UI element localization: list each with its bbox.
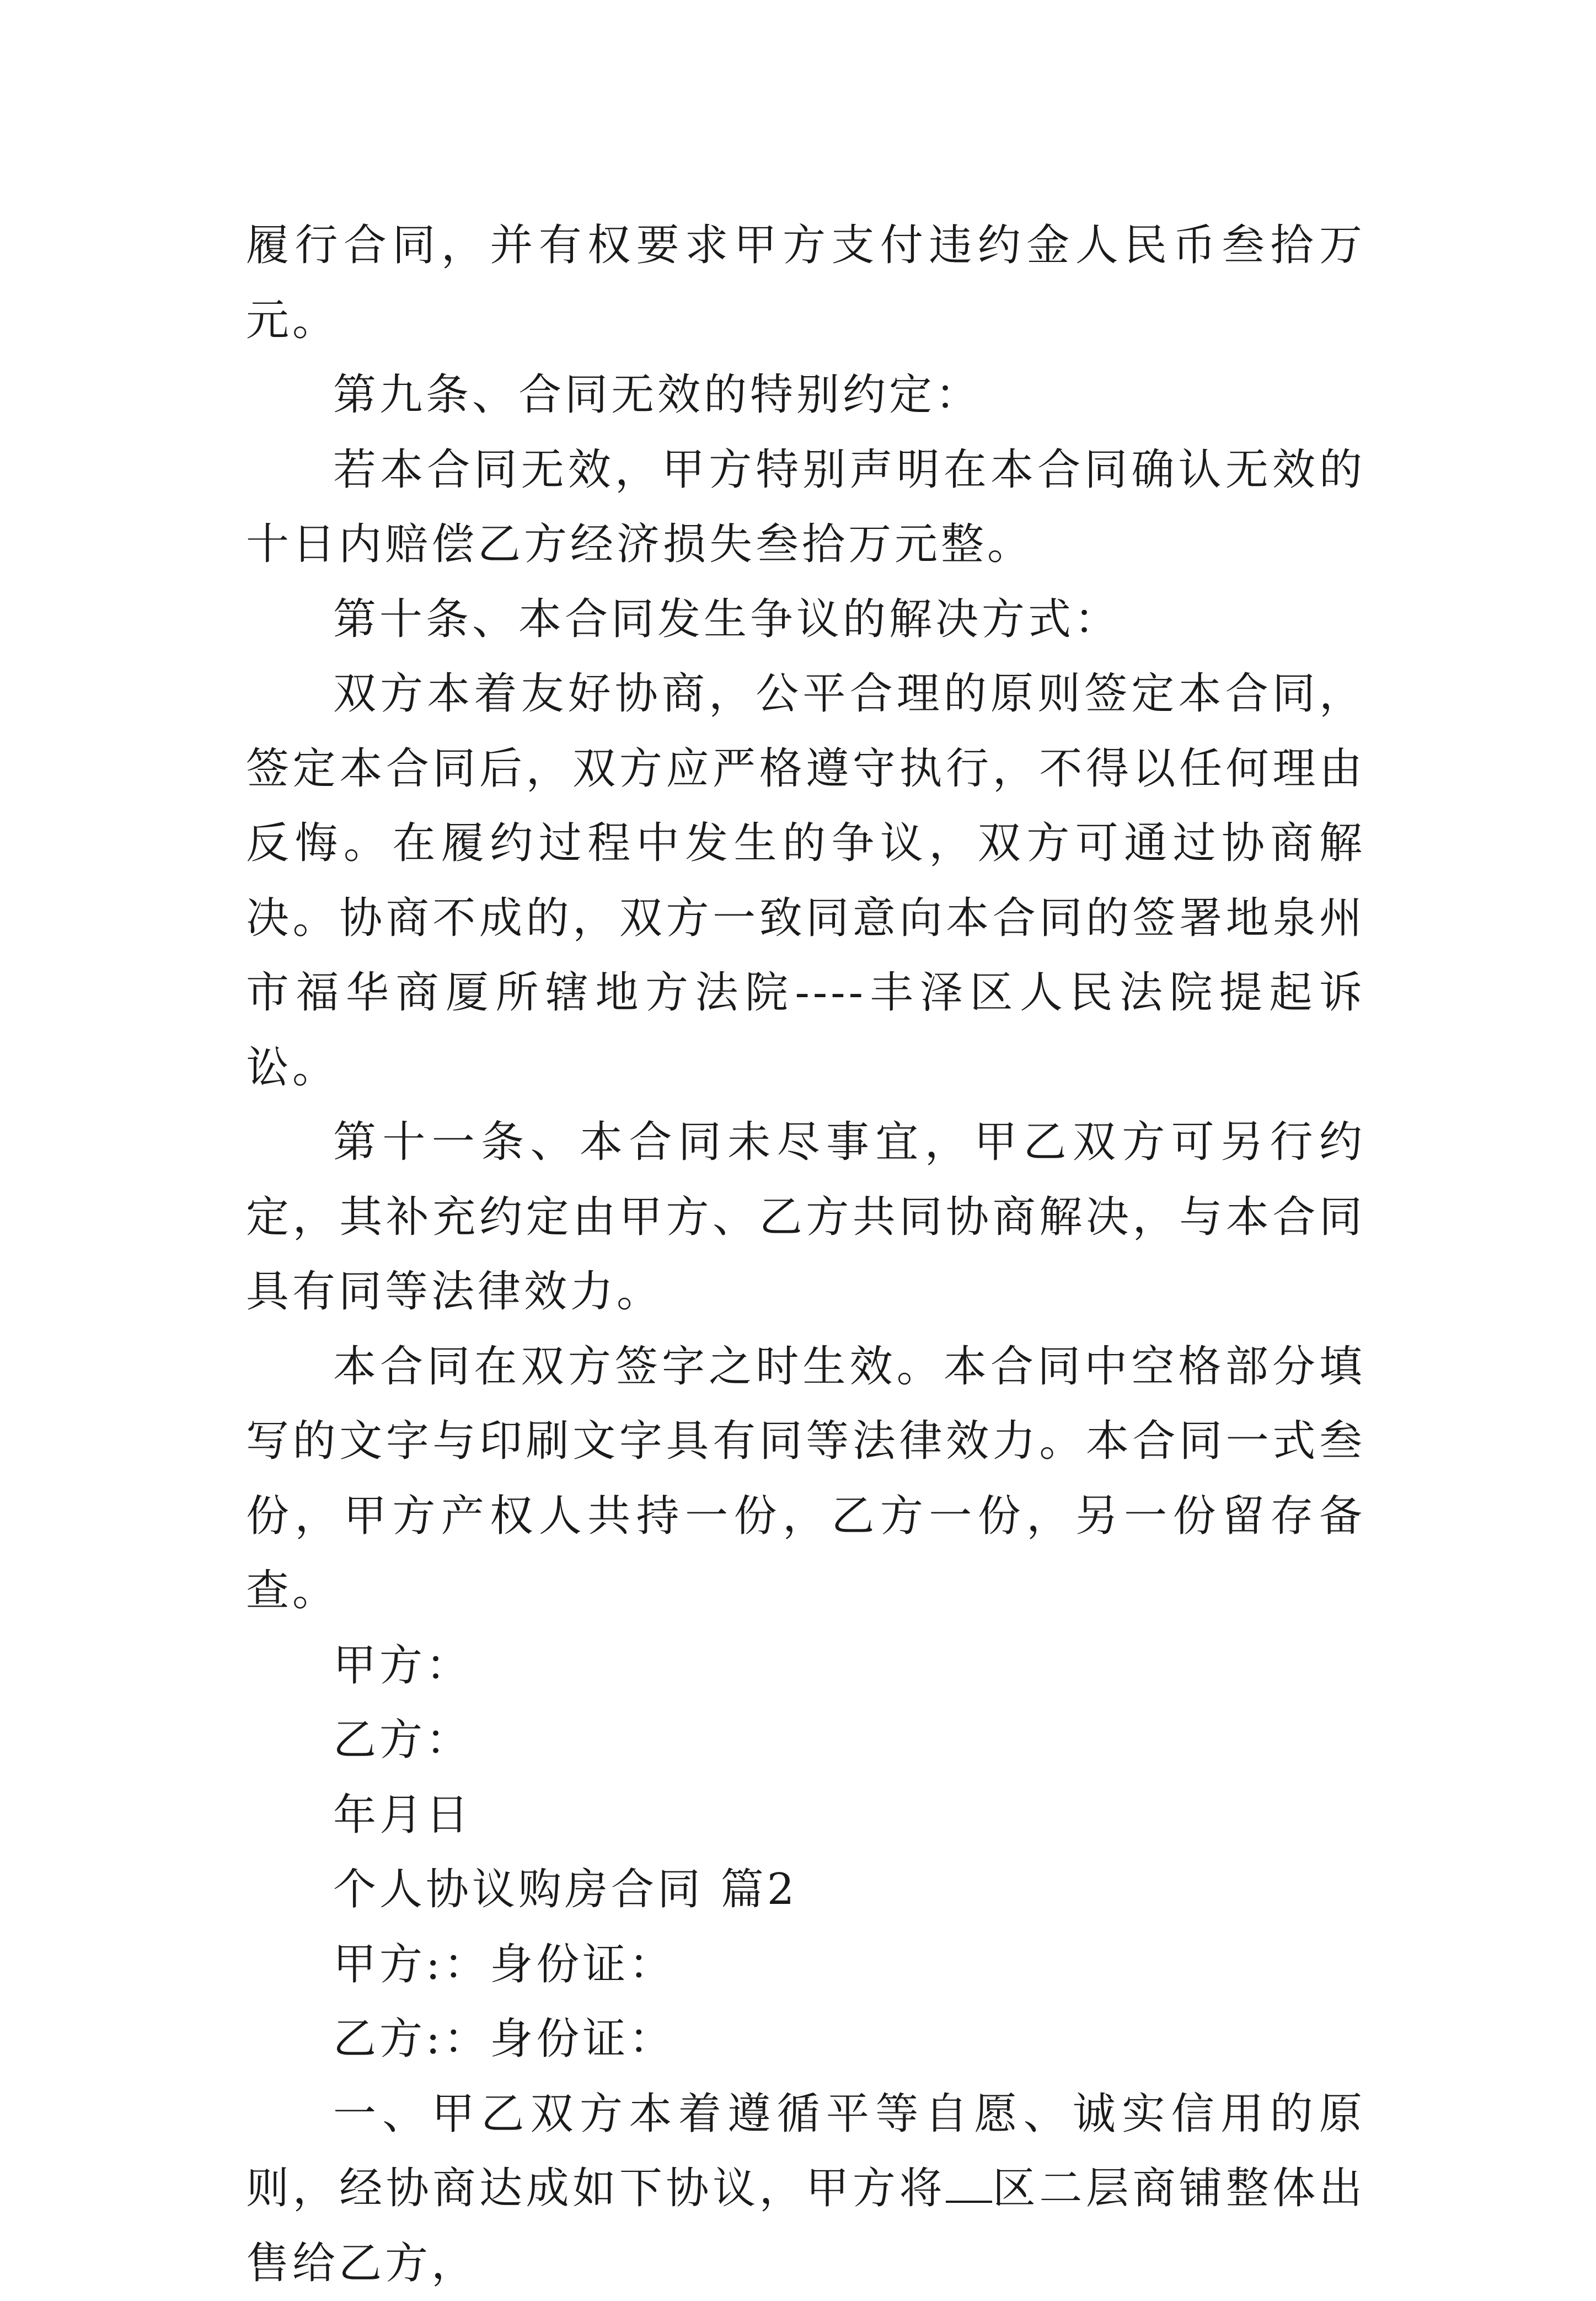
clause-heading: 第九条、合同无效的特别约定： xyxy=(246,358,1365,433)
clause-heading: 第十条、本合同发生争议的解决方式： xyxy=(246,582,1365,657)
signature-party-b: 乙方： xyxy=(246,1703,1365,1778)
paragraph: 履行合同，并有权要求甲方支付违约金人民币叁拾万元。 xyxy=(246,208,1365,358)
party-b-id-line: 乙方:：身份证： xyxy=(246,2002,1365,2077)
paragraph: 若本合同无效，甲方特别声明在本合同确认无效的十日内赔偿乙方经济损失叁拾万元整。 xyxy=(246,433,1365,582)
paragraph: 本合同在双方签字之时生效。本合同中空格部分填写的文字与印刷文字具有同等法律效力。本合同一式叁份，甲方产权人共持一份，乙方一份，另一份留存备查。 xyxy=(246,1330,1365,1629)
party-a-id-line: 甲方:：身份证： xyxy=(246,1928,1365,2003)
fill-in-blank xyxy=(946,2166,992,2203)
document-body xyxy=(246,208,1365,2301)
signature-party-a: 甲方： xyxy=(246,1629,1365,1704)
paragraph: 第十一条、本合同未尽事宜，甲乙双方可另行约定，其补充约定由甲方、乙方共同协商解决，与本合同具有同等法律效力。 xyxy=(246,1105,1365,1330)
paragraph-text: 一、甲乙双方本着遵循平等自愿、诚实信用的原则，经协商达成如下协议，甲方将 xyxy=(246,2089,1365,2214)
paragraph-text: 区二层商铺整体出售给乙方， xyxy=(246,2164,1365,2288)
paragraph: 双方本着友好协商，公平合理的原则签定本合同，签定本合同后，双方应严格遵守执行，不得以任何理由反悔。在履约过程中发生的争议，双方可通过协商解决。协商不成的，双方一致同意向本合同的签署地泉州市福华商厦所辖地方法院----丰泽区人民法院提起诉讼。 xyxy=(246,657,1365,1105)
signature-date: 年月日 xyxy=(246,1778,1365,1853)
section-title: 个人协议购房合同 篇2 xyxy=(246,1853,1365,1928)
paragraph xyxy=(246,2077,1365,2301)
